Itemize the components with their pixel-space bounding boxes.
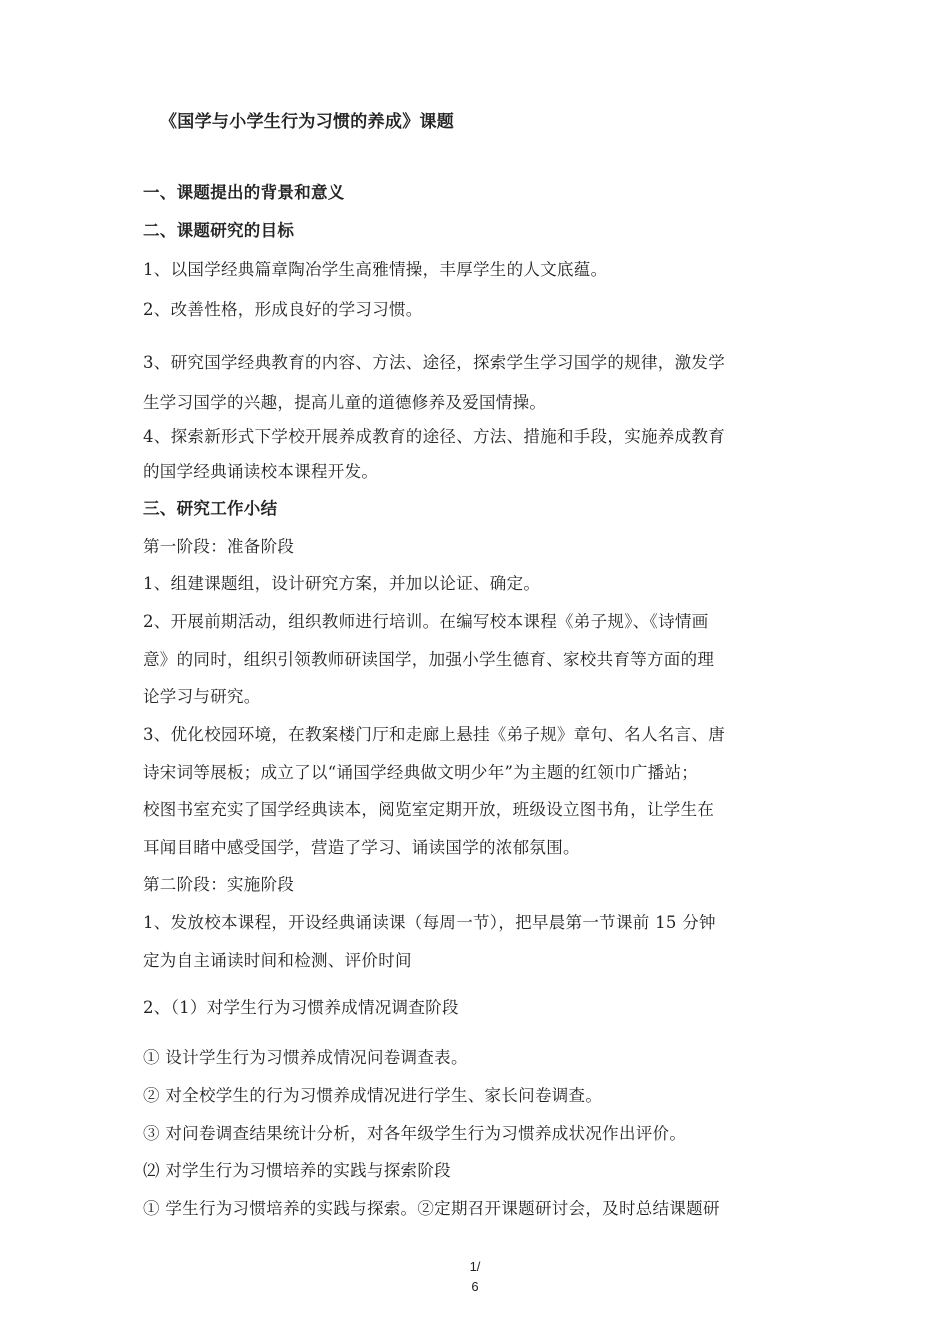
paragraph-line: 2、（1）对学生行为习惯养成情况调查阶段	[143, 998, 459, 1017]
paragraph-line: 1、发放校本课程，开设经典诵读课（每周一节），把早晨第一节课前 15 分钟	[143, 913, 716, 932]
paragraph-line: 定为自主诵读时间和检测、评价时间	[143, 951, 412, 970]
section-heading-2: 二、课题研究的目标	[143, 221, 295, 240]
paragraph-line: 耳闻目睹中感受国学，营造了学习、诵读国学的浓郁氛围。	[143, 838, 580, 857]
paragraph-line: 的国学经典诵读校本课程开发。	[143, 462, 379, 481]
list-item: ③ 对问卷调查结果统计分析，对各年级学生行为习惯养成状况作出评价。	[143, 1124, 687, 1143]
page-number-top: 1/	[469, 1259, 481, 1274]
paragraph-line: 论学习与研究。	[143, 687, 261, 706]
paragraph-line: ⑵ 对学生行为习惯培养的实践与探索阶段	[143, 1161, 451, 1180]
paragraph-line: 3、研究国学经典教育的内容、方法、途径，探索学生学习国学的规律，激发学	[143, 353, 725, 372]
page-number-bottom: 6	[471, 1279, 479, 1294]
section-heading-1: 一、课题提出的背景和意义	[143, 183, 345, 202]
paragraph-line: 1、以国学经典篇章陶冶学生高雅情操，丰厚学生的人文底蕴。	[143, 260, 608, 279]
section-heading-3: 三、研究工作小结	[143, 499, 278, 518]
document-title: 《国学与小学生行为习惯的养成》课题	[160, 112, 455, 132]
paragraph-line: 4、探索新形式下学校开展养成教育的途径、方法、措施和手段，实施养成教育	[143, 427, 725, 446]
stage-heading-1: 第一阶段：准备阶段	[143, 537, 295, 556]
paragraph-line: 1、组建课题组，设计研究方案，并加以论证、确定。	[143, 574, 541, 593]
paragraph-line: 校图书室充实了国学经典读本，阅览室定期开放，班级设立图书角，让学生在	[143, 800, 715, 819]
paragraph-line: 2、开展前期活动，组织教师进行培训。在编写校本课程《弟子规》、《诗情画	[143, 612, 709, 631]
list-item: ① 学生行为习惯培养的实践与探索。②定期召开课题研讨会，及时总结课题研	[143, 1199, 720, 1218]
stage-heading-2: 第二阶段：实施阶段	[143, 875, 295, 894]
paragraph-line: 生学习国学的兴趣，提高儿童的道德修养及爱国情操。	[143, 393, 547, 412]
list-item: ① 设计学生行为习惯养成情况问卷调查表。	[143, 1048, 468, 1067]
paragraph-line: 意》的同时，组织引领教师研读国学，加强小学生德育、家校共育等方面的理	[143, 650, 715, 669]
list-item: ② 对全校学生的行为习惯养成情况进行学生、家长问卷调查。	[143, 1086, 603, 1105]
paragraph-line: 2、改善性格，形成良好的学习习惯。	[143, 300, 423, 319]
paragraph-line: 3、优化校园环境，在教案楼门厅和走廊上悬挂《弟子规》章句、名人名言、唐	[143, 725, 725, 744]
paragraph-line: 诗宋词等展板；成立了以“诵国学经典做文明少年”为主题的红领巾广播站；	[143, 763, 699, 782]
